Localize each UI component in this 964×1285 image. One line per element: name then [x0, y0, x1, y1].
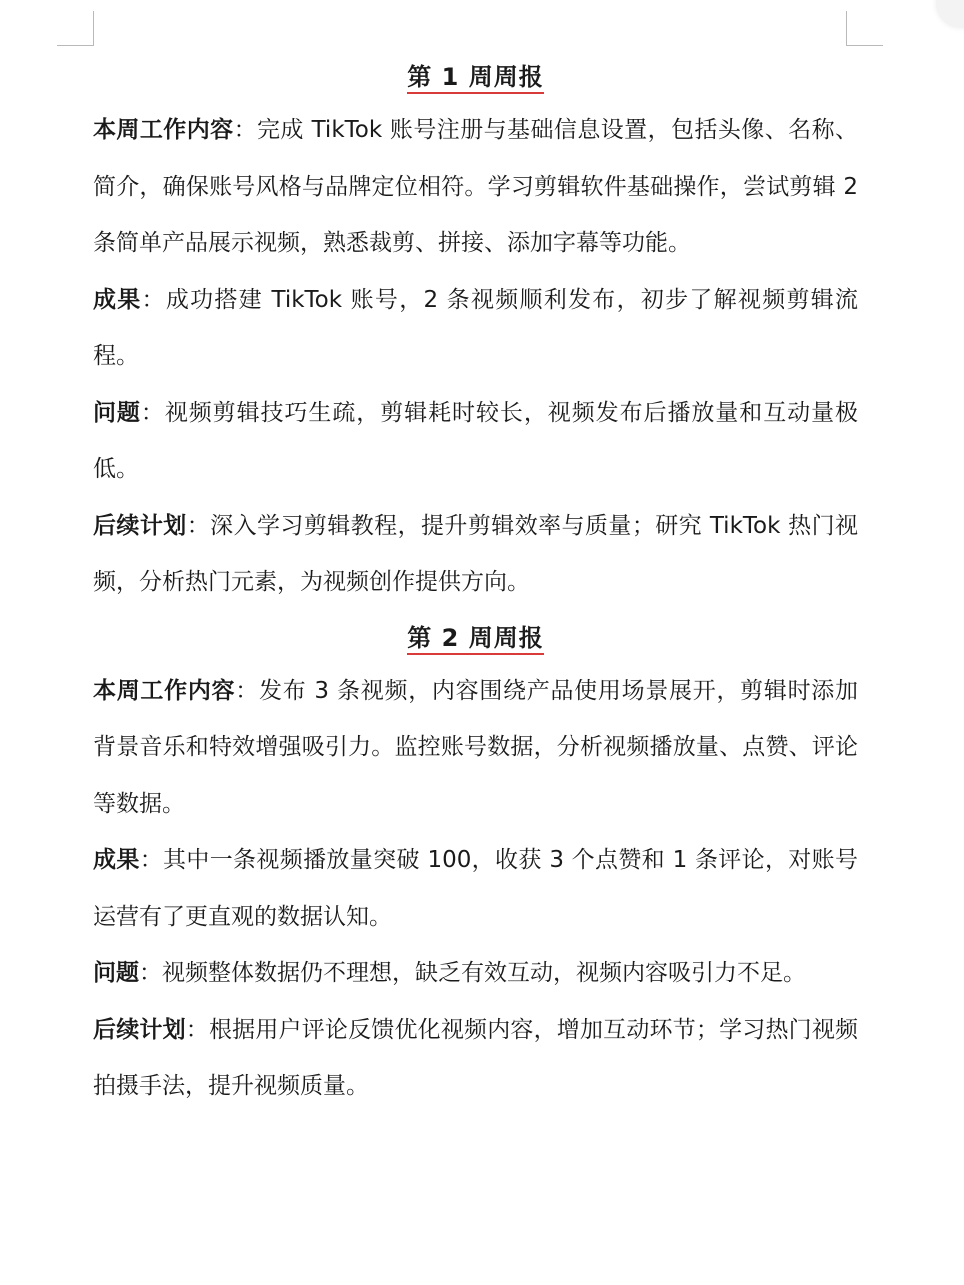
week-2-work-content: 本周工作内容：发布 3 条视频，内容围绕产品使用场景展开，剪辑时添加背景音乐和特效增强吸引力。监控账号数据，分析视频播放量、点赞、评论等数据。: [93, 677, 859, 817]
crop-mark-top-left: [57, 11, 94, 46]
document-content: [93, 52, 858, 1115]
week-1-title: 第 1 周周报: [93, 52, 858, 102]
section-text: 发布 3 条视频，内容围绕产品使用场景展开，剪辑时添加背景音乐和特效增强吸引力。监控账号数据，分析视频播放量、点赞、评论等数据。: [93, 677, 859, 817]
section-label: 成果: [93, 286, 142, 313]
section-label: 本周工作内容: [93, 677, 236, 704]
section-text: 根据用户评论反馈优化视频内容，增加互动环节；学习热门视频拍摄手法，提升视频质量。: [93, 1016, 858, 1099]
week-1-problems: 问题：视频剪辑技巧生疏，剪辑耗时较长，视频发布后播放量和互动量极低。: [93, 399, 859, 482]
section-text: 视频剪辑技巧生疏，剪辑耗时较长，视频发布后播放量和互动量极低。: [93, 399, 859, 482]
section-text: 其中一条视频播放量突破 100，收获 3 个点赞和 1 条评论，对账号运营有了更直观的数据认知。: [93, 847, 858, 930]
section-text: 成功搭建 TikTok 账号，2 条视频顺利发布，初步了解视频剪辑流程。: [93, 286, 859, 369]
week-1-work-content: 本周工作内容：完成 TikTok 账号注册与基础信息设置，包括头像、名称、简介，确保账号风格与品牌定位相符。学习剪辑软件基础操作，尝试剪辑 2 条简单产品展示视频，熟悉裁剪、拼接、添加字幕等功能。: [93, 117, 859, 256]
week-1-next-plan: 后续计划：深入学习剪辑教程，提升剪辑效率与质量；研究 TikTok 热门视频，分析热门元素，为视频创作提供方向。: [93, 512, 859, 595]
week-1-report: [93, 52, 858, 611]
section-label: 成果: [93, 847, 140, 873]
section-text: 完成 TikTok 账号注册与基础信息设置，包括头像、名称、简介，确保账号风格与品牌定位相符。学习剪辑软件基础操作，尝试剪辑 2 条简单产品展示视频，熟悉裁剪、拼接、添加字幕等功能。: [93, 117, 859, 256]
section-text: 视频整体数据仍不理想，缺乏有效互动，视频内容吸引力不足。: [162, 960, 806, 986]
week-2-next-plan: 后续计划：根据用户评论反馈优化视频内容，增加互动环节；学习热门视频拍摄手法，提升视频质量。: [93, 1016, 858, 1099]
section-label: 本周工作内容: [93, 117, 234, 143]
week-2-report: [93, 613, 858, 1115]
section-label: 问题: [93, 399, 141, 426]
section-label: 后续计划: [93, 1016, 186, 1043]
section-text: 深入学习剪辑教程，提升剪辑效率与质量；研究 TikTok 热门视频，分析热门元素，为视频创作提供方向。: [93, 512, 859, 595]
week-2-title: 第 2 周周报: [93, 613, 858, 663]
week-2-problems: 问题：视频整体数据仍不理想，缺乏有效互动，视频内容吸引力不足。: [93, 960, 806, 986]
floating-action-button[interactable]: [936, 0, 964, 28]
week-2-results: 成果：其中一条视频播放量突破 100，收获 3 个点赞和 1 条评论，对账号运营有了更直观的数据认知。: [93, 847, 858, 930]
crop-mark-top-right: [846, 11, 883, 46]
week-1-results: 成果：成功搭建 TikTok 账号，2 条视频顺利发布，初步了解视频剪辑流程。: [93, 286, 859, 369]
section-label: 后续计划: [93, 512, 187, 539]
section-label: 问题: [93, 960, 139, 986]
